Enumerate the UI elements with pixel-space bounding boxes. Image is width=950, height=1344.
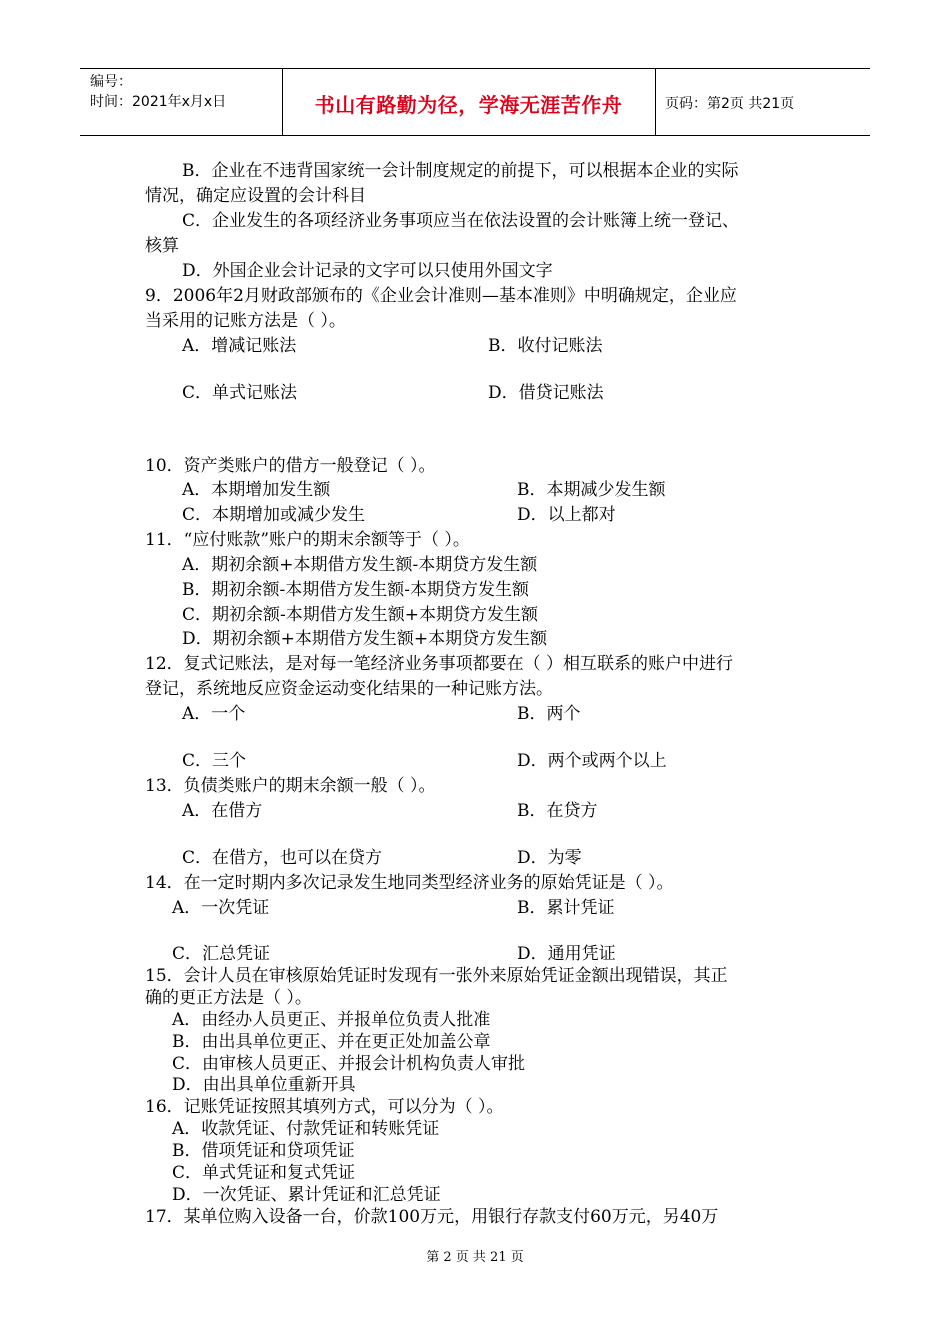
question-17: 17．某单位购入设备一台，价款100万元，用银行存款支付60万元，另40万 (145, 1207, 719, 1227)
option-b: B．本期减少发生额 (517, 480, 666, 500)
option-d: D．期初余额+本期借方发生额+本期贷方发生额 (182, 629, 548, 649)
option-d: D．借贷记账法 (488, 383, 604, 403)
question-9: 9．2006年2月财政部颁布的《企业会计准则—基本准则》中明确规定，企业应 (145, 286, 737, 306)
text-line: 登记，系统地反应资金运动变化结果的一种记账方法。 (145, 679, 553, 699)
option-c: C．单式记账法 (182, 383, 298, 403)
document-number-label: 编号： (90, 74, 132, 90)
option-c: C．三个 (182, 751, 247, 771)
text-line: 情况，确定应设置的会计科目 (145, 186, 366, 206)
question-15: 15．会计人员在审核原始凭证时发现有一张外来原始凭证金额出现错误，其正 (145, 966, 728, 986)
option-a: A．一个 (182, 704, 246, 724)
text-line: D．外国企业会计记录的文字可以只使用外国文字 (182, 261, 553, 281)
text-line: B．企业在不违背国家统一会计制度规定的前提下，可以根据本企业的实际 (182, 161, 739, 181)
option-a: A．本期增加发生额 (182, 480, 331, 500)
option-d: D．两个或两个以上 (517, 751, 667, 771)
option-b: B．收付记账法 (488, 336, 603, 356)
header-meta (90, 72, 226, 112)
question-13: 13．负债类账户的期末余额一般（ ）。 (145, 776, 436, 796)
option-a: A．增减记账法 (182, 336, 297, 356)
option-c: C．由审核人员更正、并报会计机构负责人审批 (172, 1054, 526, 1074)
option-b: B．两个 (517, 704, 581, 724)
option-c: C．单式凭证和复式凭证 (172, 1163, 356, 1183)
question-10: 10．资产类账户的借方一般登记（ ）。 (145, 456, 436, 476)
option-a: A．在借方 (182, 801, 263, 821)
option-d: D．一次凭证、累计凭证和汇总凭证 (172, 1185, 441, 1205)
option-c: C．汇总凭证 (172, 944, 271, 964)
option-d: D．由出具单位重新开具 (172, 1075, 356, 1095)
question-11: 11．“应付账款”账户的期末余额等于（ ）。 (145, 530, 470, 550)
page-header (80, 68, 870, 136)
option-b: B．借项凭证和贷项凭证 (172, 1141, 355, 1161)
option-d: D．为零 (517, 848, 582, 868)
option-b: B．期初余额-本期借方发生额-本期贷方发生额 (182, 580, 529, 600)
text-line: 核算 (145, 236, 179, 256)
question-14: 14．在一定时期内多次记录发生地同类型经济业务的原始凭证是（ ）。 (145, 873, 674, 893)
question-12: 12．复式记账法，是对每一笔经济业务事项都要在（ ）相互联系的账户中进行 (145, 654, 734, 674)
option-a: A．期初余额+本期借方发生额-本期贷方发生额 (182, 555, 538, 575)
option-a: A．收款凭证、付款凭证和转账凭证 (172, 1119, 440, 1139)
option-d: D．通用凭证 (517, 944, 616, 964)
option-c: C．期初余额-本期借方发生额+本期贷方发生额 (182, 605, 538, 625)
text-line: C．企业发生的各项经济业务事项应当在依法设置的会计账簿上统一登记、 (182, 211, 740, 231)
text-line: 确的更正方法是（ ）。 (145, 988, 312, 1008)
option-a: A．由经办人员更正、并报单位负责人批准 (172, 1010, 491, 1030)
option-b: B．累计凭证 (517, 898, 615, 918)
header-page-info: 页码：第2页 共21页 (665, 96, 795, 112)
option-c: C．本期增加或减少发生 (182, 505, 366, 525)
document-time: 时间：2021年x月x日 (90, 94, 227, 110)
option-a: A．一次凭证 (172, 898, 270, 918)
header-motto: 书山有路勤为径，学海无涯苦作舟 (314, 93, 623, 117)
option-b: B．在贷方 (517, 801, 598, 821)
question-16: 16．记账凭证按照其填列方式，可以分为（ ）。 (145, 1097, 504, 1117)
page-footer: 第 2 页 共 21 页 (426, 1250, 524, 1265)
option-c: C．在借方，也可以在贷方 (182, 848, 383, 868)
header-divider (655, 69, 656, 135)
option-b: B．由出具单位更正、并在更正处加盖公章 (172, 1032, 491, 1052)
option-d: D．以上都对 (517, 505, 616, 525)
text-line: 当采用的记账方法是（ ）。 (145, 311, 346, 331)
